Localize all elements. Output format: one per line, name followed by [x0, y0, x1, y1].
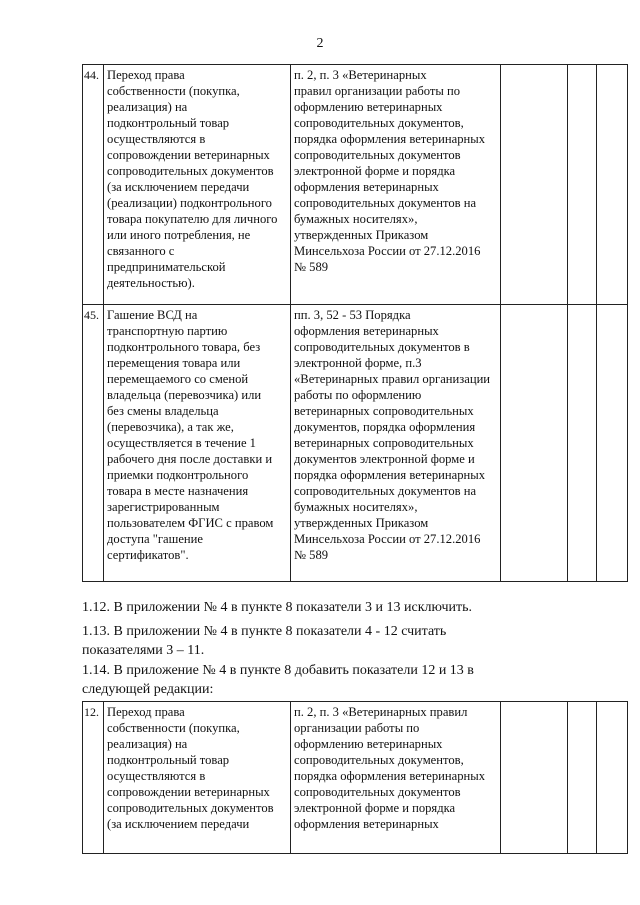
legal-reference: п. 2, п. 3 «Ветеринарных правил организации работы по оформлению ветеринарных сопроводительных документов, порядка оформления ветеринарных сопроводительных документов электронной форме и порядка оформления ветеринарных сопроводительных документов на бумажных носителях», утвержденных Приказом Минсельхоза России от 27.12.2016 № 589	[291, 65, 501, 305]
table-row	[83, 702, 628, 854]
legal-reference: пп. 3, 52 - 53 Порядка оформления ветеринарных сопроводительных документов в электронной форме, п.3 «Ветеринарных правил организации работы по оформлению ветеринарных сопроводительных документов, порядка оформления ветеринарных сопроводительных документов электронной форме и порядка оформления ветеринарных сопроводительных документов на бумажных носителях», утвержденных Приказом Минсельхоза России от 27.12.2016 № 589	[291, 305, 501, 582]
row-number: 44.	[83, 65, 104, 305]
row-number: 45.	[83, 305, 104, 582]
requirement-text: Переход права собственности (покупка, реализация) на подконтрольный товар осуществляются в сопровождении ветеринарных сопроводительных документов (за исключением передачи (реализации) подконтрольного товара покупателю для личного или иного потребления, не связанного с предпринимательской деятельностью).	[104, 65, 291, 305]
paragraph-1-13: 1.13. В приложении № 4 в пункте 8 показатели 4 - 12 считать показателями 3 – 11.	[82, 624, 447, 658]
paragraph-1-14: 1.14. В приложение № 4 в пункте 8 добавить показатели 12 и 13 в следующей редакции:	[82, 663, 474, 697]
requirement-text: Переход права собственности (покупка, реализация) на подконтрольный товар осуществляются в сопровождении ветеринарных сопроводительных документов (за исключением передачи	[104, 702, 291, 854]
empty-cell	[568, 702, 597, 854]
page-number: 2	[316, 36, 324, 51]
empty-cell	[597, 65, 628, 305]
indicators-table-top	[82, 64, 628, 582]
row-number: 12.	[83, 702, 104, 854]
empty-cell	[501, 305, 568, 582]
empty-cell	[501, 65, 568, 305]
empty-cell	[597, 305, 628, 582]
table-row	[83, 305, 628, 582]
empty-cell	[597, 702, 628, 854]
paragraph-1-12: 1.12. В приложении № 4 в пункте 8 показатели 3 и 13 исключить.	[82, 600, 472, 615]
empty-cell	[568, 305, 597, 582]
indicators-table-bottom	[82, 701, 628, 854]
requirement-text: Гашение ВСД на транспортную партию подконтрольного товара, без перемещения товара или перемещаемого со сменой владельца (перевозчика) или без смены владельца (перевозчика), а так же, осуществляется в течение 1 рабочего дня после доставки и приемки подконтрольного товара в месте назначения зарегистрированным пользователем ФГИС с правом доступа "гашение сертификатов".	[104, 305, 291, 582]
empty-cell	[501, 702, 568, 854]
empty-cell	[568, 65, 597, 305]
legal-reference: п. 2, п. 3 «Ветеринарных правил организации работы по оформлению ветеринарных сопроводительных документов, порядка оформления ветеринарных сопроводительных документов электронной форме и порядка оформления ветеринарных	[291, 702, 501, 854]
table-row	[83, 65, 628, 305]
